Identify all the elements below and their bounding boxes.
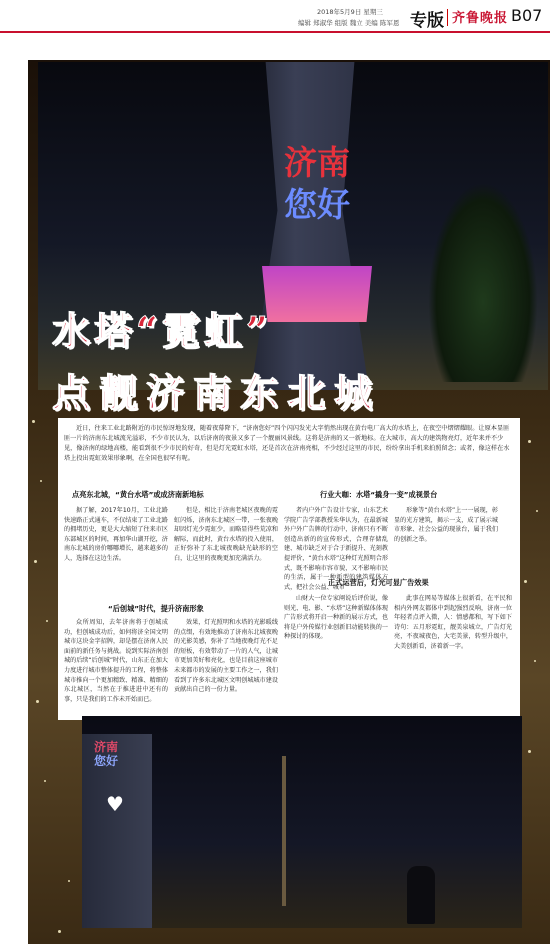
subheading-2: 行业大咖：水塔“撬身一变”成视景台 (320, 490, 438, 499)
subheading-1: 点亮东北城，“黄台水塔”或成济南新地标 (72, 490, 204, 499)
subheading-4: 正式运营后，灯光可显广告效果 (328, 578, 429, 587)
editors-line: 编辑 郑淑华 组版 魏立 美编 陈军恩 (298, 19, 400, 27)
header-rule (0, 31, 550, 33)
body-col-2: 但是，相比于济南老城区夜晚的霓虹闪烁，济南东北城区一带，一张夜晚却因灯光少霓虹少，而略显得些荒凉和解际，而此时，黄台水塔的投入使用，正好弥补了东北城夜晚缺光缺形的空白，让这里的夜晚更加充满活力。 (174, 507, 278, 562)
headline-line1: 水塔“霓虹” (52, 308, 272, 353)
page-number: B07 (511, 6, 543, 25)
newspaper-logo: 齐鲁晚报 (452, 11, 509, 26)
people-silhouette (407, 866, 435, 924)
heart-icon: ♥ (106, 792, 124, 816)
header-divider (447, 9, 448, 26)
body-col-3: 者内户外广告设计专家，山东艺术学院广告学部教授朱华认为，在最新城外户外广告牌的行动中，济南只有不断创造出新的的宣传形式，合理存储乱建、城市缺乏对于合于新提升、光刻教提评价，“黄台水塔”这种灯光照明合形式，既不影响市容市貌，又不影响市民的生活，属于一种新型的建筑媒体方式，把社会公益、城市 (284, 507, 388, 591)
page-header (0, 0, 550, 36)
body-col-5: 众所周知，去年济南将于创城成功，但创城成功后，如何将济全国文明城市这块金字招牌，却是摆在济南人民面前的新任务与挑战。说到实际济南创城的后续“后创城”时代，山东正在加大力度进行城市整体提升的工程，将整体城市推向一个更加精致、精准、精细的东北城区，当然在于推进进中还有的事，只是我们的工作未开始而已。 (64, 619, 168, 703)
article-text-panel (58, 418, 520, 720)
headline-line2: 点靓济南东北城 (52, 370, 382, 415)
tree-silhouette (428, 182, 538, 382)
bare-tree (282, 756, 286, 906)
body-col-7: 山财大一位专家阐说后评价说，像则光、电、影、“水塔”这种新媒体体现广告形式将开启一种新的展示方式，也将是户外传媒行业创新旧动能转换的一种探讨的体现。 (284, 595, 388, 641)
bottom-photo (82, 716, 522, 928)
body-col-6: 效果，灯光照明和水塔的光影暖线的点缀，有效地推动了济南东北城夜晚的光影美感，弥补了当地夜晚灯光不足的短板，有效带动了一片的人气，让城市更加美好和亮化，也是目前这座城市未来都市的发展的主要工作之一，我们看到了许多东北城区文明创城城市建设贡献出自己的一份力量。 (174, 619, 278, 694)
bottom-tower-text: 济南 您好 (94, 740, 119, 768)
subheading-3: “后创城”时代，提升济南形象 (108, 604, 204, 613)
body-col-4: 形象等“黄台水塔”上一一展现，彰显的光方建筑，揭示一支，成了展示城市形象、社会公益的现景台，属于我们的创新之举。 (394, 507, 498, 543)
body-col-8: 此事在网易等媒体上很新看，在平民和相内外网友都体中到起强烈反响，济南一位年轻者点评入微，人：情感都和，写下如下诗句：五月形霓虹，靓美泉城立，广告灯光亮，不夜城夜色，大宅美景，转型升级中，大美创新看，济着新一字。 (394, 595, 512, 650)
lead-paragraph: 近日，往来工业北路附近的市民惊讶地发现，随着夜幕降下，“济南您好”四个闪闪发光大字悄然出现在黄台电厂高大的水塔上，在夜空中熠熠耀眼。让原本显匪匪一片的济南东北城流光溢彩，不少市民认为，以后济南的夜景又多了一个靓丽风景线。这将是济南的又一新地标。在大城市，高大的建筑物亮灯，近年来并不少见，像济南的绿地高楼，能看到很不少市民的好奇，但是灯光霓虹水塔，还是首次在济南亮相，不少经过这里的市民，纷纷拿出手机来拍照留念；或者，像这样在水塔上投出霓虹效果形象啊，在全国也很罕有呢。 (64, 425, 510, 462)
date-line: 2018年5月9日 星期三 (317, 8, 383, 16)
body-col-1: 据了解，2017年10月，工业北路快速路正式通车，不仅结束了工业北路的拥堵历史，更是大大缩短了往来市区东部城区的时间，再加华山湖开挖，济南东北城的房价哪哪增长，越来越多的人，选择在这边生活。 (64, 507, 168, 562)
tower-projection-text: 济南 您好 (284, 143, 350, 224)
column-title: 专版 (410, 11, 444, 31)
